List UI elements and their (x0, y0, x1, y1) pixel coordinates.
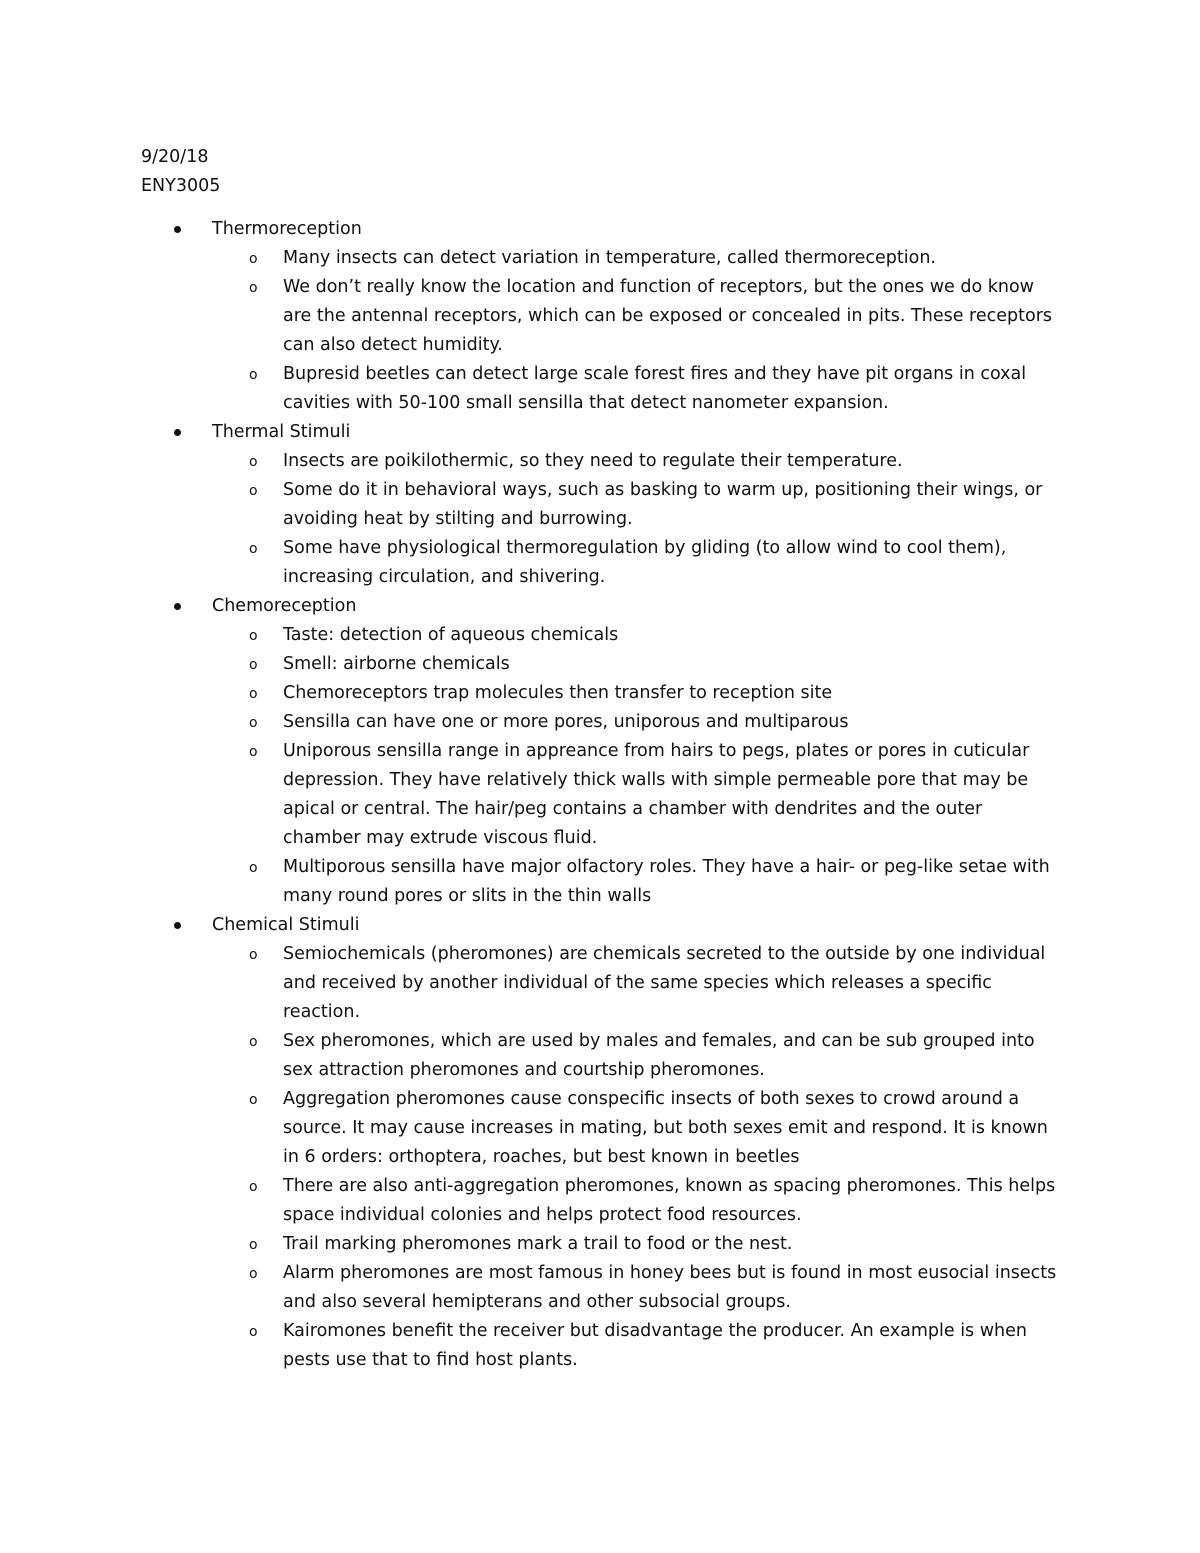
topic-section (0, 215, 1200, 418)
hollow-bullet-icon: o (249, 1034, 258, 1050)
sub-bullet-text: Semiochemicals (pheromones) are chemicals secreted to the outside by one individual and received by another individual of the same species which releases a specific reaction. (283, 944, 1046, 1022)
hollow-bullet-icon: o (249, 251, 258, 267)
sub-bullet-text: Alarm pheromones are most famous in honey bees but is found in most eusocial insects and also several hemipterans and other subsocial groups. (283, 1263, 1057, 1312)
topic-title: Thermal Stimuli (212, 422, 351, 442)
sub-bullet-text: There are also anti-aggregation pheromones, known as spacing pheromones. This helps space individual colonies and helps protect food resources. (283, 1176, 1056, 1225)
topic-title: Chemoreception (212, 596, 357, 616)
notes-list (0, 215, 1200, 1375)
bullet-icon (174, 603, 181, 610)
sub-bullet-item (0, 1027, 1200, 1085)
sub-bullet-text: Sex pheromones, which are used by males and females, and can be sub grouped into sex attraction pheromones and courtship pheromones. (283, 1031, 1035, 1080)
bullet-icon (174, 922, 181, 929)
sub-bullet-item (0, 1230, 1200, 1259)
hollow-bullet-icon: o (249, 657, 258, 673)
sub-bullet-text: Insects are poikilothermic, so they need to regulate their temperature. (283, 451, 903, 471)
sub-bullet-text: Kairomones benefit the receiver but disadvantage the producer. An example is when pests use that to find host plants. (283, 1321, 1027, 1370)
hollow-bullet-icon: o (249, 715, 258, 731)
sub-bullet-list (0, 244, 1200, 418)
sub-bullet-item (0, 621, 1200, 650)
hollow-bullet-icon: o (249, 454, 258, 470)
bullet-icon (174, 226, 181, 233)
sub-bullet-item (0, 1259, 1200, 1317)
date-line: 9/20/18 (141, 147, 209, 167)
sub-bullet-item (0, 853, 1200, 911)
sub-bullet-text: Bupresid beetles can detect large scale forest fires and they have pit organs in coxal cavities with 50-100 small sensilla that detect nanometer expansion. (283, 364, 1027, 413)
topic-row (0, 215, 1200, 244)
bullet-icon (174, 429, 181, 436)
hollow-bullet-icon: o (249, 541, 258, 557)
hollow-bullet-icon: o (249, 744, 258, 760)
sub-bullet-item (0, 476, 1200, 534)
sub-bullet-text: Sensilla can have one or more pores, uniporous and multiparous (283, 712, 849, 732)
sub-bullet-item (0, 708, 1200, 737)
sub-bullet-text: Some do it in behavioral ways, such as basking to warm up, positioning their wings, or avoiding heat by stilting and burrowing. (283, 480, 1043, 529)
course-code: ENY3005 (141, 176, 221, 196)
topic-title: Chemical Stimuli (212, 915, 360, 935)
hollow-bullet-icon: o (249, 1324, 258, 1340)
sub-bullet-text: Many insects can detect variation in temperature, called thermoreception. (283, 248, 936, 268)
hollow-bullet-icon: o (249, 686, 258, 702)
sub-bullet-item (0, 650, 1200, 679)
sub-bullet-item (0, 447, 1200, 476)
sub-bullet-text: Uniporous sensilla range in appreance from hairs to pegs, plates or pores in cuticular depression. They have relatively thick walls with simple permeable pore that may be apical or central. The hair/peg contains a chamber with dendrites and the outer chamber may extrude viscous fluid. (283, 741, 1030, 848)
topic-section (0, 592, 1200, 911)
hollow-bullet-icon: o (249, 947, 258, 963)
sub-bullet-item (0, 534, 1200, 592)
hollow-bullet-icon: o (249, 1092, 258, 1108)
hollow-bullet-icon: o (249, 1237, 258, 1253)
sub-bullet-item (0, 360, 1200, 418)
hollow-bullet-icon: o (249, 483, 258, 499)
topic-row (0, 911, 1200, 940)
sub-bullet-item (0, 244, 1200, 273)
sub-bullet-text: Taste: detection of aqueous chemicals (283, 625, 619, 645)
sub-bullet-item (0, 679, 1200, 708)
sub-bullet-text: Chemoreceptors trap molecules then transfer to reception site (283, 683, 833, 703)
topic-section (0, 911, 1200, 1375)
sub-bullet-item (0, 940, 1200, 1027)
sub-bullet-text: Aggregation pheromones cause conspecific insects of both sexes to crowd around a source. It may cause increases in mating, but both sexes emit and respond. It is known in 6 orders: orthoptera, roaches, but best known in beetles (283, 1089, 1048, 1167)
sub-bullet-text: Smell: airborne chemicals (283, 654, 510, 674)
hollow-bullet-icon: o (249, 1179, 258, 1195)
hollow-bullet-icon: o (249, 628, 258, 644)
hollow-bullet-icon: o (249, 860, 258, 876)
sub-bullet-item (0, 273, 1200, 360)
topic-section (0, 418, 1200, 592)
sub-bullet-list (0, 447, 1200, 592)
sub-bullet-item (0, 1085, 1200, 1172)
sub-bullet-list (0, 621, 1200, 911)
sub-bullet-item (0, 1317, 1200, 1375)
sub-bullet-text: Trail marking pheromones mark a trail to food or the nest. (283, 1234, 793, 1254)
hollow-bullet-icon: o (249, 280, 258, 296)
sub-bullet-text: Some have physiological thermoregulation by gliding (to allow wind to cool them), increasing circulation, and shivering. (283, 538, 1007, 587)
hollow-bullet-icon: o (249, 1266, 258, 1282)
sub-bullet-item (0, 737, 1200, 853)
sub-bullet-list (0, 940, 1200, 1375)
topic-title: Thermoreception (212, 219, 362, 239)
sub-bullet-text: We don’t really know the location and function of receptors, but the ones we do know are the antennal receptors, which can be exposed or concealed in pits. These receptors can also detect humidity. (283, 277, 1053, 355)
sub-bullet-text: Multiporous sensilla have major olfactory roles. They have a hair- or peg-like setae with many round pores or slits in the thin walls (283, 857, 1050, 906)
hollow-bullet-icon: o (249, 367, 258, 383)
sub-bullet-item (0, 1172, 1200, 1230)
topic-row (0, 592, 1200, 621)
topic-row (0, 418, 1200, 447)
